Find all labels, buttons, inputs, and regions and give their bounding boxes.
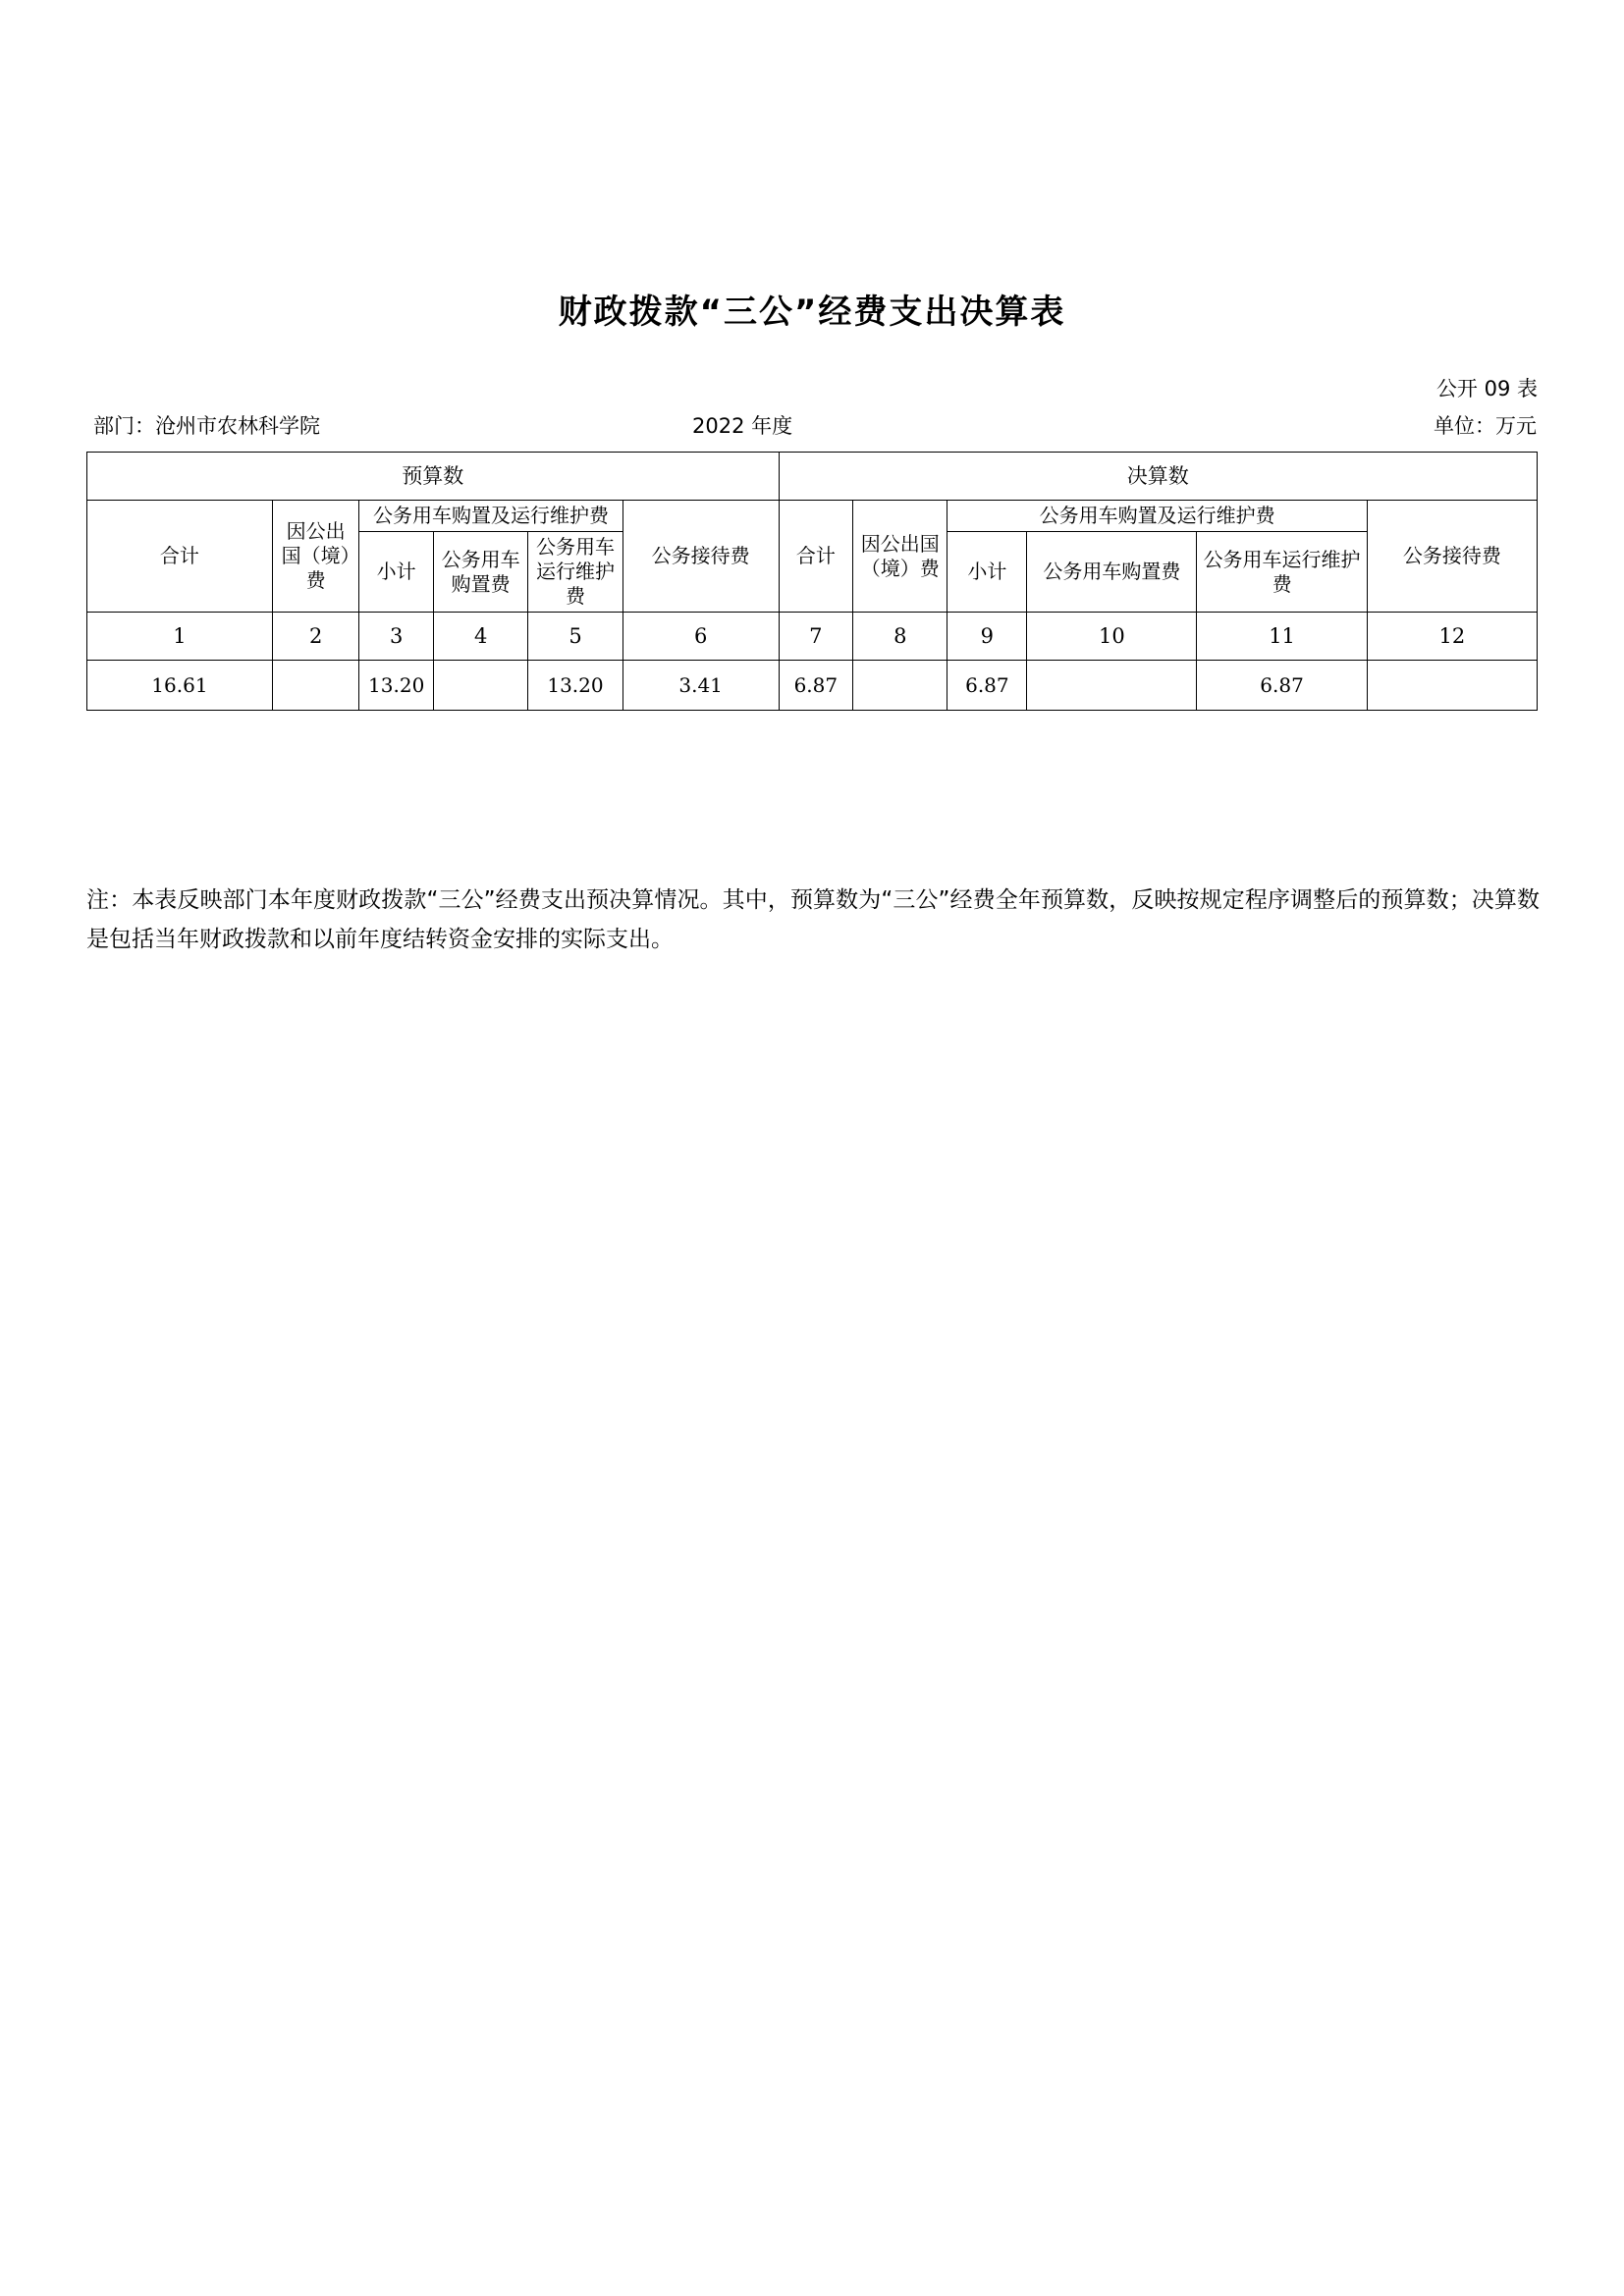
col-header-budget-total: 合计	[87, 501, 273, 613]
col-num-3: 3	[359, 613, 434, 661]
table-header-row-1	[87, 501, 1538, 532]
col-num-11: 11	[1197, 613, 1367, 661]
table-row	[87, 661, 1538, 711]
col-num-8: 8	[853, 613, 947, 661]
cell-final-vehicle-purchase	[1027, 661, 1197, 711]
year-label: 2022 年度	[692, 414, 793, 438]
cell-budget-total: 16.61	[87, 661, 273, 711]
form-code: 公开 09 表	[1435, 377, 1538, 400]
col-header-final-vehicle-purchase: 公务用车购置费	[1027, 532, 1197, 613]
col-header-budget-vehicle-operation: 公务用车运行维护费	[528, 532, 623, 613]
col-header-final-hospitality: 公务接待费	[1367, 501, 1537, 613]
table-column-number-row	[87, 613, 1538, 661]
col-num-1: 1	[87, 613, 273, 661]
cell-final-total: 6.87	[779, 661, 853, 711]
col-num-7: 7	[779, 613, 853, 661]
col-num-4: 4	[433, 613, 527, 661]
group-header-budget: 预算数	[87, 453, 780, 501]
col-header-final-vehicle-group: 公务用车购置及运行维护费	[947, 501, 1367, 532]
col-num-2: 2	[272, 613, 359, 661]
table-group-header-row	[87, 453, 1538, 501]
col-header-budget-vehicle-purchase: 公务用车购置费	[433, 532, 527, 613]
table-note: 注：本表反映部门本年度财政拨款“三公”经费支出预决算情况。其中，预算数为“三公”经费全年预算数，反映按规定程序调整后的预算数；决算数是包括当年财政拨款和以前年度结转资金安排的实际支出。	[86, 887, 1540, 953]
cell-budget-vehicle-purchase	[433, 661, 527, 711]
cell-final-vehicle-subtotal: 6.87	[947, 661, 1027, 711]
department-label: 部门：沧州市农林科学院	[93, 414, 320, 438]
cell-final-vehicle-operation: 6.87	[1197, 661, 1367, 711]
cell-budget-vehicle-subtotal: 13.20	[359, 661, 434, 711]
col-header-final-vehicle-operation: 公务用车运行维护费	[1197, 532, 1367, 613]
col-num-5: 5	[528, 613, 623, 661]
col-header-final-subtotal: 小计	[947, 532, 1027, 613]
col-header-budget-subtotal: 小计	[359, 532, 434, 613]
col-num-6: 6	[623, 613, 779, 661]
cell-final-abroad	[853, 661, 947, 711]
cell-budget-abroad	[272, 661, 359, 711]
three-public-expenses-table	[86, 452, 1538, 711]
col-num-10: 10	[1027, 613, 1197, 661]
unit-label: 单位：万元	[1434, 414, 1537, 438]
cell-budget-hospitality: 3.41	[623, 661, 779, 711]
col-header-final-total: 合计	[779, 501, 853, 613]
col-num-12: 12	[1367, 613, 1537, 661]
page-title: 财政拨款“三公”经费支出决算表	[558, 293, 1066, 332]
col-num-9: 9	[947, 613, 1027, 661]
group-header-final: 决算数	[779, 453, 1537, 501]
cell-final-hospitality	[1367, 661, 1537, 711]
cell-budget-vehicle-operation: 13.20	[528, 661, 623, 711]
col-header-budget-abroad: 因公出国（境）费	[272, 501, 359, 613]
col-header-budget-hospitality: 公务接待费	[623, 501, 779, 613]
col-header-final-abroad: 因公出国（境）费	[853, 501, 947, 613]
col-header-budget-vehicle-group: 公务用车购置及运行维护费	[359, 501, 623, 532]
